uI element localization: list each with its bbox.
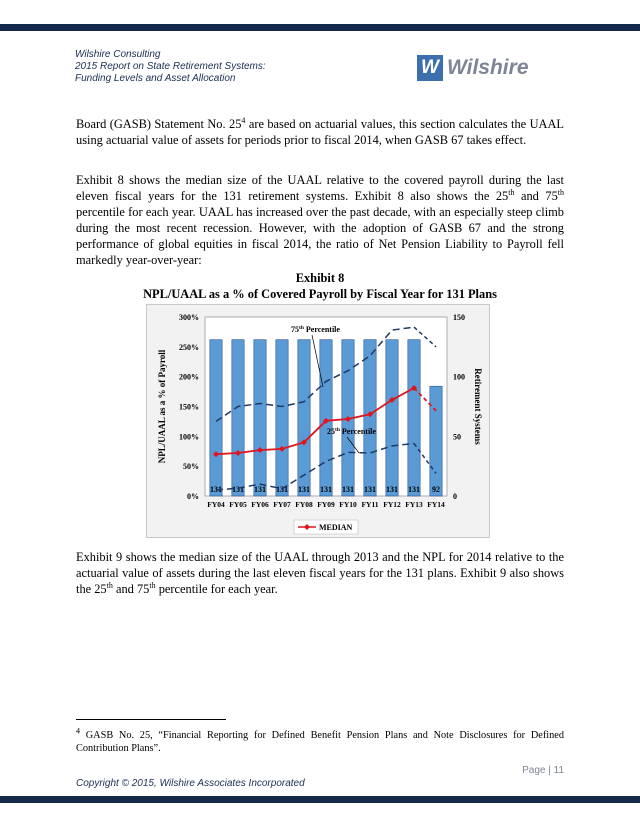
bar-FY13 [408,340,420,496]
header-report-title: 2015 Report on State Retirement Systems: [75,61,266,72]
copyright: Copyright © 2015, Wilshire Associates Incorporated [76,778,305,789]
x-tick-label: FY06 [251,500,269,509]
x-tick-label: FY13 [405,500,423,509]
annotation-25th: 25th Percentile [327,427,376,436]
bar-label: 131 [210,485,222,494]
paragraph-1: Board (GASB) Statement No. $25^4$ are based on actuarial values, this section calculates the UAAL using actuarial value of assets for periods prior to fiscal 2014, when GASB 67 takes effect. [76,115,564,147]
y-tick-label: 250% [179,342,199,352]
x-tick-label: FY12 [383,500,401,509]
bar-FY14 [430,386,442,496]
y-tick-label: 300% [179,313,199,322]
header-report-subtitle: Funding Levels and Asset Allocation [75,73,236,84]
annotation-75th: 75th Percentile [291,325,340,334]
y-tick-label: 150% [179,402,199,412]
y-axis-title: NPL/UAAL as a % of Payroll [157,349,167,464]
x-tick-label: FY07 [273,500,291,509]
bar-label: 92 [432,485,440,494]
bar-FY12 [386,340,398,496]
y2-axis-title: Retirement Systems [473,368,483,445]
bar-label: 131 [364,485,376,494]
y2-tick-label: 0 [453,492,457,501]
bar-FY07 [276,340,288,496]
x-tick-label: FY11 [361,500,379,509]
bar-label: 131 [342,485,354,494]
paragraph-3: Exhibit 9 shows the median size of the UAAL through 2013 and the NPL for 2014 relative to the actuarial value of assets during the last eleven fiscal years for the 131 plans. Exhibit 9 also shows the 25th and 75th percentile for each year. [76,550,564,596]
bar-FY05 [232,340,244,496]
header-rule [0,24,640,31]
footer-rule [0,796,640,803]
x-tick-label: FY05 [229,500,247,509]
chart-canvas [147,305,491,539]
logo-wordmark: Wilshire [447,56,529,79]
bar-label: 131 [298,485,310,494]
y2-tick-label: 50 [453,432,461,442]
exhibit-8-chart [146,304,490,538]
exhibit-subtitle: NPL/UAAL as a % of Covered Payroll by Fiscal Year for 131 Plans [143,287,497,301]
bar-FY08 [298,340,310,496]
header-company: Wilshire Consulting [75,49,161,60]
x-tick-label: FY09 [317,500,335,509]
y-tick-label: 50% [183,462,199,472]
bar-label: 131 [386,485,398,494]
y-tick-label: 0% [187,492,199,501]
wilshire-logo [417,54,529,82]
y2-tick-label: 100 [453,372,465,382]
x-tick-label: FY04 [207,500,225,509]
x-tick-label: FY10 [339,500,357,509]
y2-tick-label: 150 [453,313,465,322]
footnote: $^4$ GASB No. 25, “Financial Reporting for Defined Benefit Pension Plans and Note Disclosures for Defined Contribution Plans”. [76,726,564,754]
bar-label: 131 [276,485,288,494]
logo-mark-icon: W [417,55,443,81]
exhibit-title: Exhibit 8 [295,271,345,285]
report-header [75,49,266,85]
paragraph-2: Exhibit 8 shows the median size of the UAAL relative to the covered payroll during the last eleven fiscal years for the 131 retirement systems. Exhibit 8 also shows the 25th and 75th percentile for each year. UAAL has increased over the past decade, with an especially steep climb during the most recent recession. However, with the adoption of GASB 67 and the strong performance of global equities in fiscal 2014, the ratio of Net Pension Liability to Payroll fell markedly year-over-year: [76,173,564,267]
y-tick-label: 100% [179,432,199,442]
footnote-rule [76,719,226,720]
legend-label: MEDIAN [319,523,353,532]
bar-FY06 [254,340,266,496]
footnote-ref: 4 [241,115,246,125]
x-tick-label: FY08 [295,500,313,509]
bar-label: 131 [408,485,420,494]
bar-label: 131 [232,485,244,494]
y-tick-label: 200% [179,372,199,382]
x-tick-label: FY14 [427,500,445,509]
page-number: Page | 11 [522,765,564,776]
bar-FY11 [364,340,376,496]
bar-label: 131 [254,485,266,494]
bar-label: 131 [320,485,332,494]
